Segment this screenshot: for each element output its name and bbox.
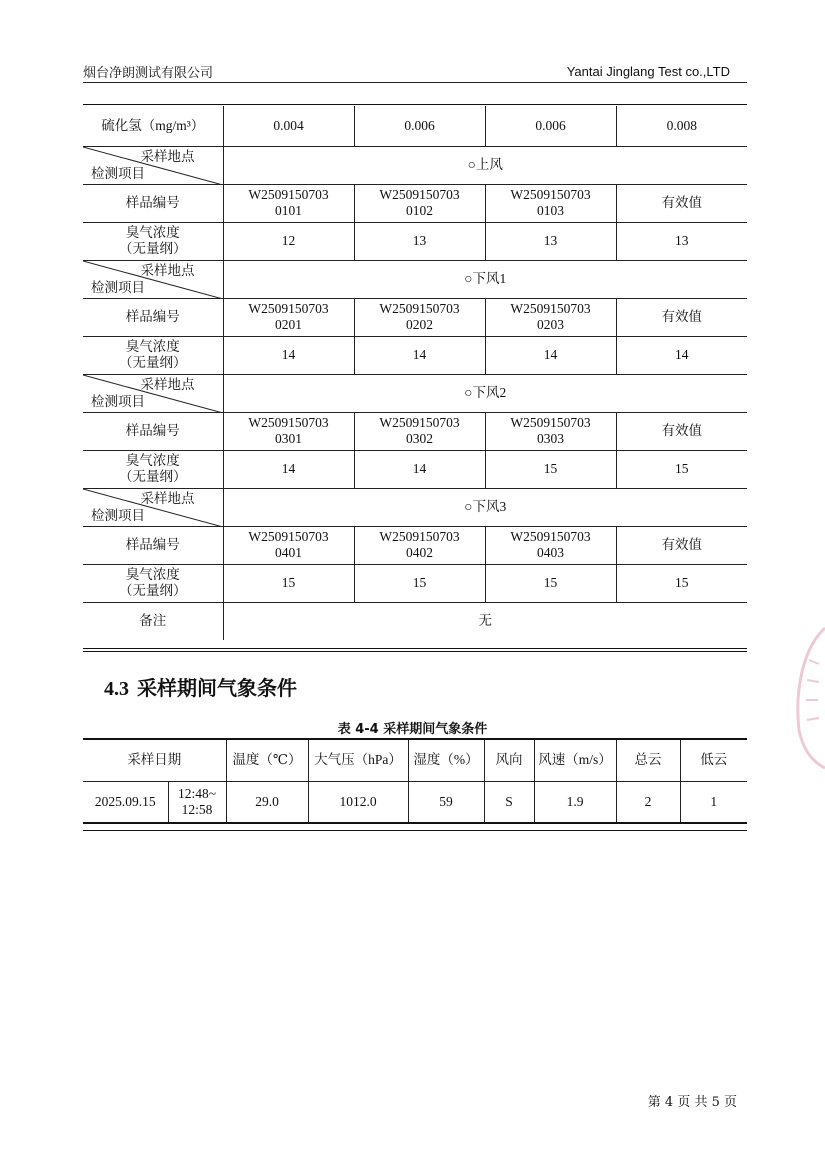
location-name: ○下风2 [223,374,747,412]
odor-label: 臭气浓度 （无量纲） [83,564,223,602]
met-cell-total-cloud: 2 [616,781,680,823]
sample-no: W2509150703 0402 [354,526,485,564]
met-header-total-cloud: 总云 [616,739,680,781]
met-cell-temp: 29.0 [226,781,308,823]
valid-value-label: 有效值 [616,412,747,450]
sample-no: W2509150703 0303 [485,412,616,450]
diagonal-header-cell [83,260,223,298]
diag-label-location: 采样地点 [140,148,195,164]
met-header-date: 采样日期 [83,739,226,781]
odor-value: 13 [616,222,747,260]
met-table-caption: 表 4-4 采样期间气象条件 [337,722,488,737]
valid-value-label: 有效值 [616,526,747,564]
header-divider [83,82,747,83]
odor-value: 14 [354,450,485,488]
sample-no: W2509150703 0102 [354,184,485,222]
met-cell-pressure: 1012.0 [308,781,408,823]
h2s-label: 硫化氢（mg/m³） [83,106,223,146]
odor-value: 15 [485,564,616,602]
diag-label-item: 检测项目 [91,279,145,295]
location-name: ○下风1 [223,260,747,298]
diag-label-location: 采样地点 [140,262,195,278]
odor-label: 臭气浓度 （无量纲） [83,222,223,260]
met-header-wind-speed: 风速（m/s） [534,739,616,781]
odor-label: 臭气浓度 （无量纲） [83,450,223,488]
met-cell-time: 12:48~ 12:58 [168,781,226,823]
odor-value: 14 [354,336,485,374]
valid-value-label: 有效值 [616,298,747,336]
odor-value: 13 [485,222,616,260]
met-table-underline [83,830,747,831]
odor-value: 15 [354,564,485,602]
odor-value: 13 [354,222,485,260]
met-header-humidity: 湿度（%） [408,739,484,781]
sample-no: W2509150703 0103 [485,184,616,222]
sample-no: W2509150703 0101 [223,184,354,222]
sample-no-label: 样品编号 [83,412,223,450]
met-header-low-cloud: 低云 [680,739,747,781]
diagonal-header-cell [83,146,223,184]
section-heading: 采样期间气象条件 [137,676,297,700]
sample-no-label: 样品编号 [83,526,223,564]
odor-value: 14 [616,336,747,374]
met-cell-wind-speed: 1.9 [534,781,616,823]
h2s-value: 0.006 [354,106,485,146]
sample-no-label: 样品编号 [83,184,223,222]
section-number: 4.3 [104,678,129,700]
sample-no-label: 样品编号 [83,298,223,336]
table-top-rule [83,104,747,105]
sample-no: W2509150703 0202 [354,298,485,336]
odor-value: 14 [223,450,354,488]
met-cell-low-cloud: 1 [680,781,747,823]
odor-value: 15 [616,450,747,488]
sample-no: W2509150703 0301 [223,412,354,450]
odor-label: 臭气浓度 （无量纲） [83,336,223,374]
h2s-value: 0.006 [485,106,616,146]
sample-no: W2509150703 0401 [223,526,354,564]
h2s-value: 0.004 [223,106,354,146]
page-number: 第 4 页 共 5 页 [647,1095,737,1110]
header-company-en: Yantai Jinglang Test co.,LTD [566,64,730,79]
diag-label-location: 采样地点 [140,376,195,392]
valid-value-label: 有效值 [616,184,747,222]
odor-value: 15 [485,450,616,488]
met-cell-humidity: 59 [408,781,484,823]
met-header-wind-dir: 风向 [484,739,534,781]
section-title [104,672,297,701]
h2s-value: 0.008 [616,106,747,146]
diag-label-location: 采样地点 [140,490,195,506]
table-bottom-rule [83,648,747,649]
met-cell-wind-dir: S [484,781,534,823]
odor-value: 12 [223,222,354,260]
sample-no: W2509150703 0201 [223,298,354,336]
meteorology-table [83,738,747,824]
sample-no: W2509150703 0302 [354,412,485,450]
location-name: ○上风 [223,146,747,184]
odor-value: 14 [485,336,616,374]
remark-label: 备注 [83,602,223,640]
remark-value: 无 [223,602,747,640]
diagonal-header-cell [83,374,223,412]
sample-no: W2509150703 0403 [485,526,616,564]
diag-label-item: 检测项目 [91,507,145,523]
diagonal-header-cell [83,488,223,526]
header-company-cn: 烟台净朗测试有限公司 [83,66,214,81]
met-cell-date: 2025.09.15 [83,781,168,823]
met-header-temp: 温度（℃） [226,739,308,781]
seal-stamp-fragment [789,620,825,770]
sample-no: W2509150703 0203 [485,298,616,336]
odor-value: 14 [223,336,354,374]
location-name: ○下风3 [223,488,747,526]
diag-label-item: 检测项目 [91,165,145,181]
table-bottom-rule-double [83,651,747,652]
odor-value: 15 [616,564,747,602]
odor-results-table [83,106,747,640]
met-header-pressure: 大气压（hPa） [308,739,408,781]
diag-label-item: 检测项目 [91,393,145,409]
odor-value: 15 [223,564,354,602]
